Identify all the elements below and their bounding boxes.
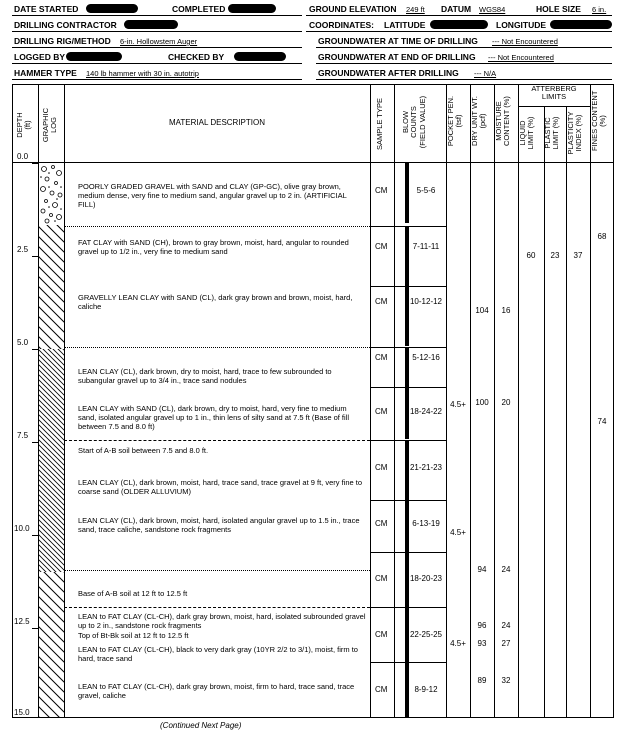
col-liquid-limit: LIQUID LIMIT (%)	[518, 116, 536, 150]
sample-type: CM	[375, 685, 388, 694]
description-13: LEAN to FAT CLAY (CL-CH), dark gray brown, moist, firm to hard, trace sand, trace gravel, caliche	[78, 682, 355, 700]
rig-label: DRILLING RIG/METHOD	[14, 36, 111, 46]
col-sample-type: SAMPLE TYPE	[375, 98, 384, 150]
moisture-value: 16	[501, 306, 511, 315]
dry-unit-wt-value: 104	[475, 306, 489, 315]
depth-tick: 15.0	[14, 708, 30, 717]
moisture-value: 27	[501, 639, 511, 648]
plastic-limit-value: 23	[550, 251, 560, 260]
hammer-value: 140 lb hammer with 30 in. autotrip	[86, 69, 199, 78]
blow-count: 5-12-16	[412, 353, 440, 362]
pocket-pen-value: 4.5+	[450, 400, 466, 409]
gw-time-value: --- Not Encountered	[492, 37, 558, 46]
dry-unit-wt-value: 89	[477, 676, 487, 685]
col-depth: DEPTH (ft)	[15, 112, 33, 138]
description-4: LEAN CLAY (CL), dark brown, dry to moist, hard, trace to few subrounded to subangular gravel up to 3/4 in., trace sand nodules	[78, 367, 332, 385]
checked-by-label: CHECKED BY	[168, 52, 225, 62]
pocket-pen-value: 4.5+	[450, 528, 466, 537]
redacted-contractor	[124, 20, 178, 29]
blow-count: 18-24-22	[409, 407, 443, 416]
depth-tick: 2.5	[17, 245, 29, 254]
description-11: Top of Bt-Bk soil at 12 ft to 12.5 ft	[78, 631, 189, 640]
sample-type: CM	[375, 630, 388, 639]
date-started-label: DATE STARTED	[14, 4, 79, 14]
depth-tick: 10.0	[14, 524, 30, 533]
description-8: LEAN CLAY (CL), dark brown, moist, hard, isolated angular gravel up to 1.5 in., trace sand, trace caliche, sandstone rock fragments	[78, 516, 360, 534]
dry-unit-wt-value: 94	[477, 565, 487, 574]
redacted-longitude	[550, 20, 612, 29]
dry-unit-wt-value: 96	[477, 621, 487, 630]
drilling-contractor-label: DRILLING CONTRACTOR	[14, 20, 117, 30]
plasticity-index-value: 37	[573, 251, 583, 260]
datum-label: DATUM	[441, 4, 472, 14]
redacted-completed	[228, 4, 276, 13]
fines-content-value: 74	[597, 417, 607, 426]
sample-type: CM	[375, 519, 388, 528]
gw-time-label: GROUNDWATER AT TIME OF DRILLING	[318, 36, 478, 46]
sample-type: CM	[375, 353, 388, 362]
ground-elevation-label: GROUND ELEVATION	[309, 4, 397, 14]
blow-count: 21-21-23	[409, 463, 443, 472]
blow-count: 8-9-12	[414, 685, 438, 694]
moisture-value: 24	[501, 621, 511, 630]
redacted-logged-by	[66, 52, 122, 61]
col-atterberg: ATTERBERG LIMITS	[531, 84, 577, 101]
description-5: LEAN CLAY with SAND (CL), dark brown, dry to moist, hard, very fine to medium sand, isolated angular gravel up to 1 in., thin lens of silty sand at 7.5 ft (Base of fill between 7.5 and 8.0 ft)	[78, 404, 349, 431]
hole-size-label: HOLE SIZE	[536, 4, 581, 14]
description-10: LEAN to FAT CLAY (CL-CH), dark gray brown, moist, hard, isolated subrounded gravel up to 2 in., sandstone rock fragments	[78, 612, 366, 630]
coordinates-label: COORDINATES:	[309, 20, 375, 30]
gravel-pattern	[39, 163, 64, 225]
sample-type: CM	[375, 574, 388, 583]
description-2: FAT CLAY with SAND (CH), brown to gray brown, moist, hard, angular to rounded gravel up to 1/2 in., very fine to medium sand	[78, 238, 349, 256]
description-6: Start of A-B soil between 7.5 and 8.0 ft.	[78, 446, 209, 455]
col-moisture: MOISTURE CONTENT (%)	[494, 96, 512, 146]
rig-value: 6-in. Hollowstem Auger	[120, 37, 198, 46]
dry-unit-wt-value: 100	[475, 398, 489, 407]
graphic-log	[39, 163, 64, 717]
blow-count: 18-20-23	[409, 574, 443, 583]
moisture-value: 20	[501, 398, 511, 407]
completed-label: COMPLETED	[172, 4, 226, 14]
redacted-date-started	[86, 4, 138, 13]
col-plasticity-index: PLASTICITY INDEX (%)	[566, 111, 584, 155]
description-3: GRAVELLY LEAN CLAY with SAND (CL), dark gray brown and brown, moist, hard, caliche	[78, 293, 353, 311]
latitude-label: LATITUDE	[384, 20, 426, 30]
sample-type: CM	[375, 463, 388, 472]
fines-content-value: 68	[597, 232, 607, 241]
longitude-label: LONGITUDE	[496, 20, 547, 30]
blow-count: 7-11-11	[412, 242, 440, 251]
lean-clay-pattern	[39, 349, 64, 442]
continued-note: (Continued Next Page)	[160, 721, 242, 730]
liquid-limit-value: 60	[526, 251, 536, 260]
sample-type: CM	[375, 297, 388, 306]
gw-end-value: --- Not Encountered	[488, 53, 554, 62]
depth-tick: 7.5	[17, 431, 29, 440]
depth-tick: 12.5	[14, 617, 30, 626]
blow-count: 22-25-25	[409, 630, 443, 639]
description-9: Base of A-B soil at 12 ft to 12.5 ft	[78, 589, 188, 598]
description-1: POORLY GRADED GRAVEL with SAND and CLAY (GP-GC), olive gray brown, medium dense, very fine to medium sand, angular gravel up to 2 in. (ARTIFICIAL FILL)	[78, 182, 347, 209]
gw-after-label: GROUNDWATER AFTER DRILLING	[318, 68, 459, 78]
sample-type: CM	[375, 242, 388, 251]
hole-size-value: 6 in.	[592, 5, 607, 14]
blow-count: 10-12-12	[409, 297, 443, 306]
moisture-value: 24	[501, 565, 511, 574]
datum-value: WGS84	[479, 5, 506, 14]
description-7: LEAN CLAY (CL), dark brown, moist, hard, trace sand, trace gravel at 9 ft, very fine to coarse sand (OLDER ALLUVIUM)	[78, 478, 363, 496]
clay-pattern	[39, 225, 64, 349]
moisture-value: 32	[501, 676, 511, 685]
col-graphic-log: GRAPHIC LOG	[41, 107, 59, 143]
sample-type: CM	[375, 186, 388, 195]
gw-after-value: --- N/A	[474, 69, 497, 78]
redacted-checked-by	[234, 52, 286, 61]
ground-elevation-value: 249 ft	[406, 5, 425, 14]
dry-unit-wt-value: 93	[477, 639, 487, 648]
redacted-latitude	[430, 20, 488, 29]
depth-tick: 5.0	[17, 338, 29, 347]
pocket-pen-value: 4.5+	[450, 639, 466, 648]
col-material: MATERIAL DESCRIPTION	[168, 118, 265, 127]
col-plastic-limit: PLASTIC LIMIT (%)	[543, 116, 561, 150]
col-fines-content: FINES CONTENT (%)	[590, 90, 608, 151]
blow-count: 5-5-6	[416, 186, 436, 195]
col-pocket-pen: POCKET PEN. (tsf)	[446, 95, 464, 147]
sample-type: CM	[375, 407, 388, 416]
gw-end-label: GROUNDWATER AT END OF DRILLING	[318, 52, 476, 62]
col-dry-unit-wt: DRY UNIT WT. (pcf)	[470, 96, 488, 147]
hammer-label: HAMMER TYPE	[14, 68, 77, 78]
col-blow-counts: BLOW COUNTS (FIELD VALUE)	[401, 95, 427, 149]
logged-by-label: LOGGED BY	[14, 52, 66, 62]
depth-tick: 0.0	[17, 152, 29, 161]
description-12: LEAN to FAT CLAY (CL-CH), black to very dark gray (10YR 2/2 to 3/1), moist, firm to hard, trace sand	[78, 645, 358, 663]
blow-count: 6-13-19	[412, 519, 440, 528]
